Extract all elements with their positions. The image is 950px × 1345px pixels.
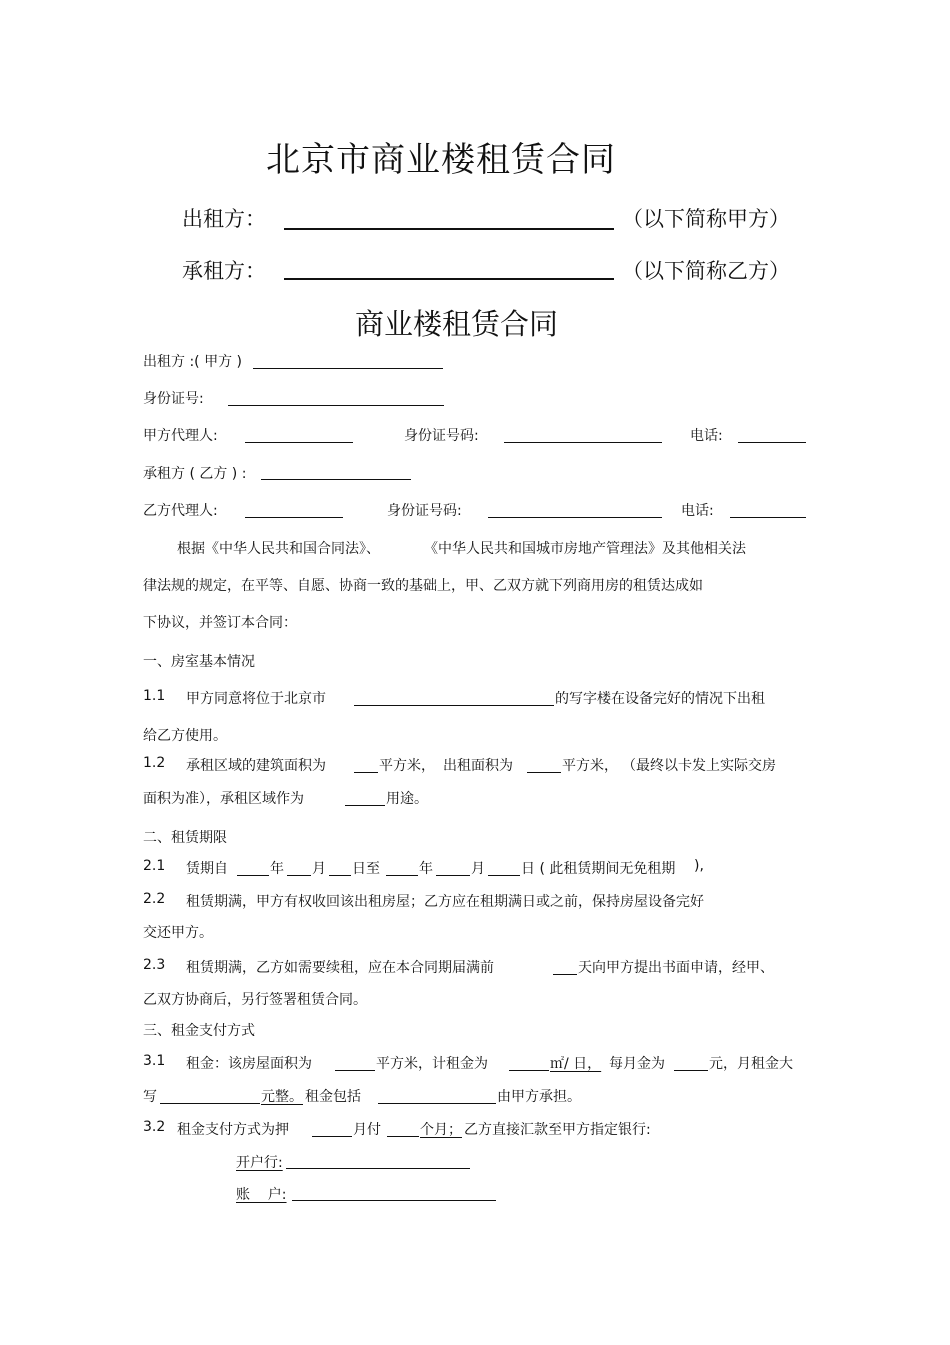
pay-months-blank[interactable] <box>387 1136 419 1137</box>
lessee-blank[interactable] <box>284 278 614 280</box>
clause-1-2-text-b: 平方米， <box>379 758 435 774</box>
clause-3-1-number: 3.1 <box>143 1053 166 1069</box>
clause-1-1-number: 1.1 <box>143 688 166 704</box>
agent-b-phone-blank[interactable] <box>730 517 806 518</box>
end-month-blank[interactable] <box>436 875 470 876</box>
rent-includes-blank[interactable] <box>378 1103 496 1104</box>
start-month-blank[interactable] <box>287 875 311 876</box>
agent-a-phone-blank[interactable] <box>738 442 806 443</box>
clause-3-1-text-i: 由甲方承担。 <box>497 1089 581 1105</box>
clause-3-1-text-d: 每月金为 <box>609 1056 665 1072</box>
clause-2-3-text-c: 乙双方协商后，另行签署租赁合同。 <box>143 992 367 1008</box>
clause-3-1-text-e: 元，月租金大 <box>709 1056 793 1072</box>
start-year-label: 年 <box>270 861 284 877</box>
clause-2-1-number: 2.1 <box>143 858 166 874</box>
section3-heading: 三、租金支付方式 <box>143 1023 255 1039</box>
section1-heading: 一、房室基本情况 <box>143 654 255 670</box>
usage-blank[interactable] <box>345 805 385 806</box>
clause-2-2-text-a: 租赁期满，甲方有权收回该出租房屋；乙方应在租期满日或之前，保持房屋设备完好 <box>186 894 704 910</box>
intro-line3: 下协议，并签订本合同： <box>143 615 297 631</box>
renewal-days-blank[interactable] <box>553 974 577 975</box>
clause-2-2-text-b: 交还甲方。 <box>143 925 213 941</box>
clause-2-3-text-b: 天向甲方提出书面申请，经甲、 <box>578 960 774 976</box>
agent-b-label: 乙方代理人: <box>143 503 218 519</box>
clause-3-1-text-h: 租金包括 <box>305 1089 361 1105</box>
agent-a-id-label: 身份证号码: <box>404 428 479 444</box>
clause-3-2-number: 3.2 <box>143 1119 166 1135</box>
intro-line1a: 根据《中华人民共和国合同法》、 <box>177 541 380 557</box>
clause-2-1-text-b: 日至 <box>352 861 380 877</box>
building-area-blank[interactable] <box>354 772 378 773</box>
bank-blank[interactable] <box>286 1168 470 1169</box>
clause-1-2-text-g: 用途。 <box>386 791 428 807</box>
start-day-blank[interactable] <box>329 875 351 876</box>
end-month-label: 月 <box>471 861 485 877</box>
clause-2-2-number: 2.2 <box>143 891 166 907</box>
clause-1-2-number: 1.2 <box>143 755 166 771</box>
lessor-label: 出租方： <box>182 207 266 231</box>
lessee-suffix: （以下简称乙方） <box>622 259 790 283</box>
clause-1-1-text-a: 甲方同意将位于北京市 <box>186 691 326 707</box>
clause-1-2-text-e: （最终以卡发上实际交房 <box>622 758 776 774</box>
house-area-blank[interactable] <box>335 1070 375 1071</box>
id-no-blank[interactable] <box>228 405 444 406</box>
clause-1-2-text-c: 出租面积为 <box>443 758 513 774</box>
lessor-suffix: （以下简称甲方） <box>622 207 790 231</box>
agent-b-phone-label: 电话: <box>681 503 714 519</box>
agent-b-id-label: 身份证号码: <box>387 503 462 519</box>
account-blank[interactable] <box>292 1200 496 1201</box>
bank-label: 开户行: <box>236 1155 283 1171</box>
lessor-blank[interactable] <box>284 228 614 230</box>
clause-3-1-text-g: 元整。 <box>261 1089 303 1105</box>
agent-a-blank[interactable] <box>245 442 353 443</box>
clause-1-2-text-a: 承租区域的建筑面积为 <box>186 758 326 774</box>
clause-3-2-text-b: 月付 <box>353 1122 381 1138</box>
rent-area-blank[interactable] <box>527 772 561 773</box>
end-day-blank[interactable] <box>488 875 520 876</box>
monthly-amount-blank[interactable] <box>674 1070 708 1071</box>
clause-3-2-text-c: 个月； <box>420 1122 462 1138</box>
agent-b-blank[interactable] <box>245 517 343 518</box>
contract-title: 商业楼租赁合同 <box>355 307 559 341</box>
agent-b-id-blank[interactable] <box>488 517 662 518</box>
deposit-months-blank[interactable] <box>312 1136 352 1137</box>
clause-3-2-text-a: 租金支付方式为押 <box>177 1122 289 1138</box>
clause-2-1-text-c: 日 ( 此租赁期间无免租期 <box>521 861 676 877</box>
clause-1-1-text-c: 给乙方使用。 <box>143 728 227 744</box>
intro-line1b: 《中华人民共和国城市房地产管理法》及其他相关法 <box>424 541 746 557</box>
cover-title: 北京市商业楼租赁合同 <box>266 140 616 180</box>
party-a-blank[interactable] <box>253 368 443 369</box>
location-blank[interactable] <box>354 705 554 706</box>
clause-2-1-text-a: 赁期自 <box>186 861 228 877</box>
clause-3-1-text-f: 写 <box>143 1089 157 1105</box>
clause-3-2-text-d: 乙方直接汇款至甲方指定银行: <box>464 1122 651 1138</box>
clause-1-2-text-f: 面积为准），承租区域作为 <box>143 791 304 807</box>
id-no-label: 身份证号: <box>143 391 204 407</box>
clause-3-1-text-b: 平方米，计租金为 <box>376 1056 488 1072</box>
party-b-label: 承租方 ( 乙方 ) : <box>143 466 247 482</box>
agent-a-phone-label: 电话: <box>690 428 723 444</box>
lessee-label: 承租方： <box>182 259 266 283</box>
rent-capital-blank[interactable] <box>160 1103 260 1104</box>
start-year-blank[interactable] <box>237 875 269 876</box>
clause-2-3-text-a: 租赁期满，乙方如需要续租，应在本合同期届满前 <box>186 960 494 976</box>
intro-line2: 律法规的规定，在平等、自愿、协商一致的基础上，甲、乙双方就下列商用房的租赁达成如 <box>143 578 703 594</box>
end-year-blank[interactable] <box>386 875 418 876</box>
agent-a-id-blank[interactable] <box>504 442 662 443</box>
section2-heading: 二、租赁期限 <box>143 830 227 846</box>
start-month-label: 月 <box>312 861 326 877</box>
clause-2-1-text-d: ), <box>694 858 704 874</box>
clause-1-2-text-d: 平方米， <box>562 758 618 774</box>
unit-rent-blank[interactable] <box>509 1070 549 1071</box>
end-year-label: 年 <box>419 861 433 877</box>
clause-2-3-number: 2.3 <box>143 957 166 973</box>
agent-a-label: 甲方代理人: <box>143 428 218 444</box>
clause-1-1-text-b: 的写字楼在设备完好的情况下出租 <box>555 691 765 707</box>
clause-3-1-text-a: 租金：该房屋面积为 <box>186 1056 312 1072</box>
party-a-label: 出租方 :( 甲方 ) <box>143 354 242 370</box>
clause-3-1-unit: ㎡/ 日， <box>550 1056 602 1072</box>
party-b-blank[interactable] <box>261 479 411 480</box>
account-label: 账 户: <box>236 1187 287 1203</box>
